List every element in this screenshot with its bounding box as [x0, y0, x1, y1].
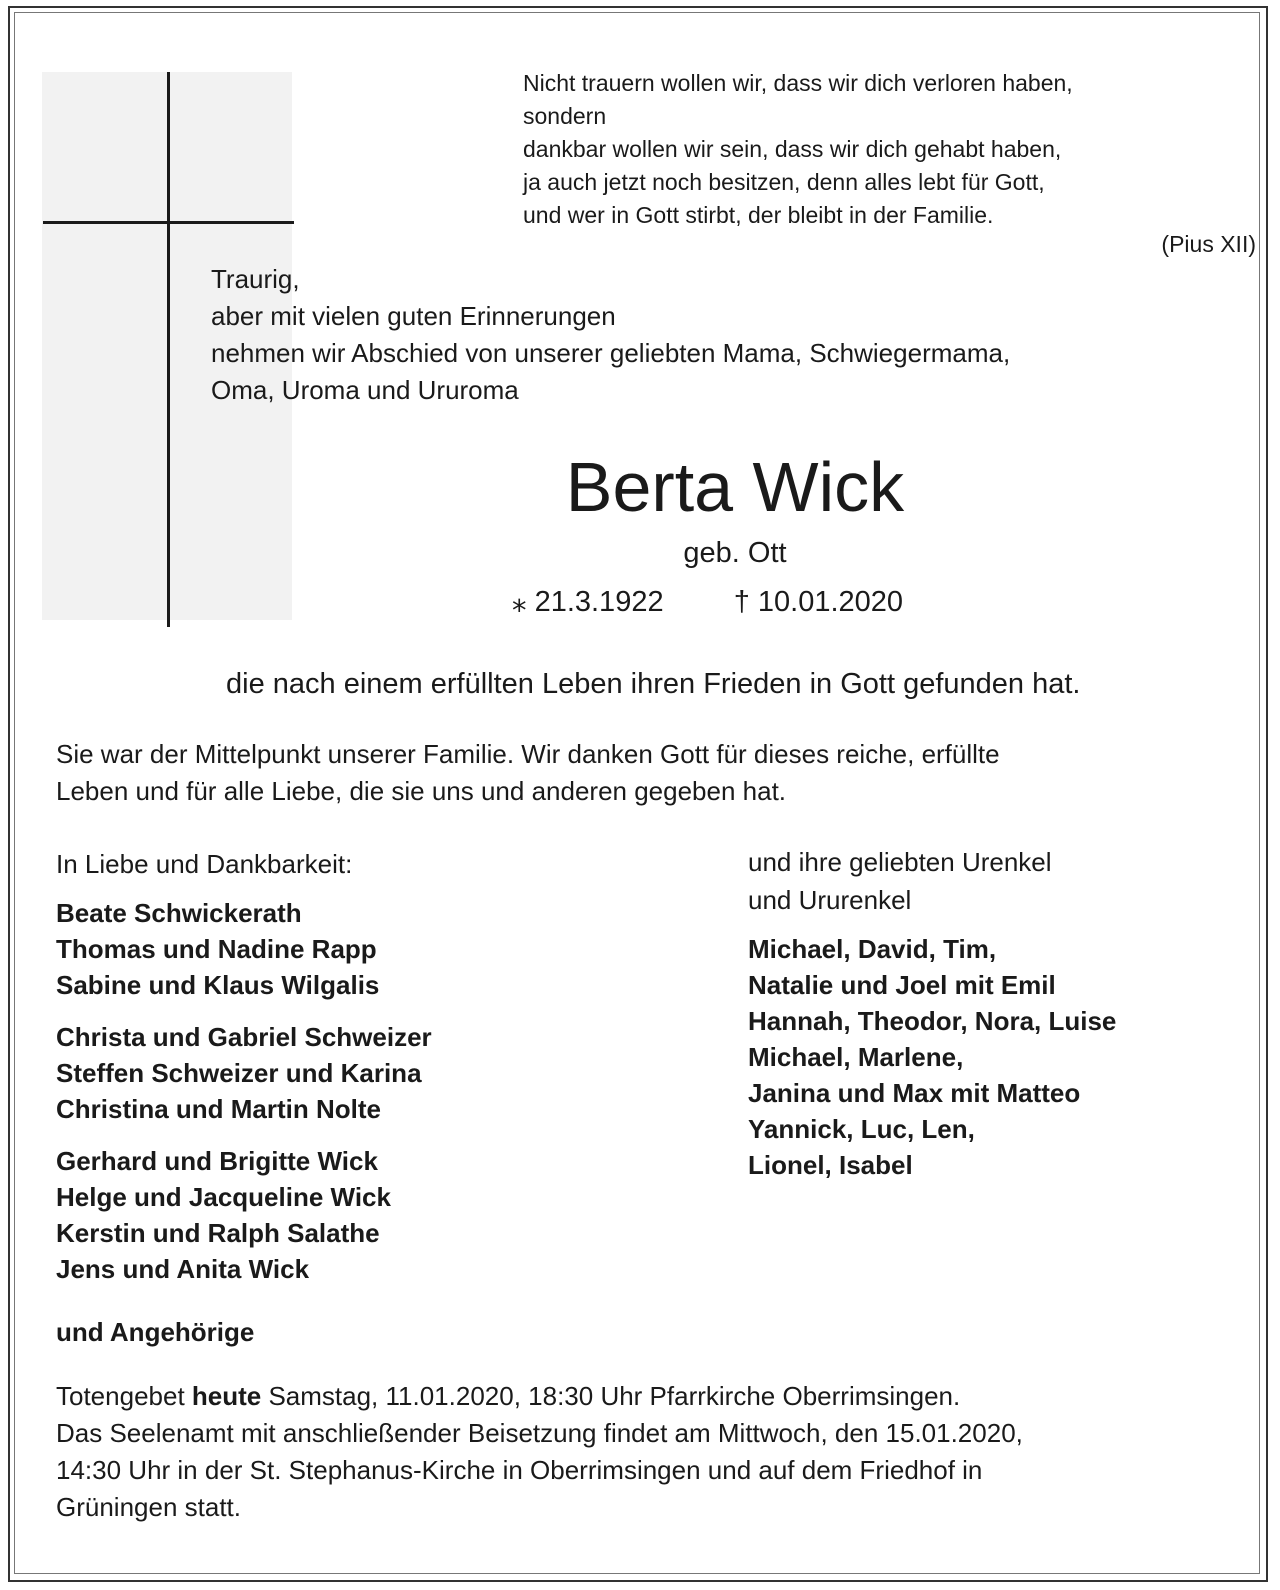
mourner-name: Jens und Anita Wick — [56, 1254, 310, 1284]
mourners-heading: In Liebe und Dankbarkeit: — [56, 849, 353, 879]
deceased-name: Berta Wick — [565, 448, 905, 526]
asterisk-icon: ⁎ — [512, 586, 527, 618]
mourner-name: Michael, Marlene, — [748, 1042, 964, 1072]
death-date: 10.01.2020 — [757, 586, 904, 618]
quote-line: ja auch jetzt noch besitzen, denn alles lebt für Gott, — [523, 169, 1045, 195]
service-details — [56, 1378, 1023, 1526]
intro-line: nehmen wir Abschied von unserer geliebten Mama, Schwiegermama, — [211, 338, 1011, 368]
birth-name: geb. Ott — [683, 537, 787, 569]
life-dates — [512, 584, 903, 619]
service-line — [56, 1378, 1023, 1415]
mourner-name: Natalie und Joel mit Emil — [748, 970, 1056, 1000]
peace-line: die nach einem erfüllten Leben ihren Frieden in Gott gefunden hat. — [226, 668, 1081, 700]
tribute-text — [56, 736, 1000, 810]
service-line: Das Seelenamt mit anschließender Beisetzung findet am Mittwoch, den 15.01.2020, — [56, 1418, 1023, 1448]
quote-source: (Pius XII) — [1161, 231, 1256, 257]
mourner-name: Christina und Martin Nolte — [56, 1094, 381, 1124]
mourner-name: Gerhard und Brigitte Wick — [56, 1146, 378, 1176]
quote-line: dankbar wollen wir sein, dass wir dich gehabt haben, — [523, 136, 1062, 162]
mourners-right-column — [748, 843, 1116, 1199]
quote-line: sondern — [523, 103, 607, 129]
relatives-line: und Angehörige — [56, 1317, 255, 1347]
great-grandchildren-heading — [748, 843, 1116, 919]
mourner-name: Christa und Gabriel Schweizer — [56, 1022, 432, 1052]
great-grandchildren-names — [748, 931, 1116, 1183]
mourner-group — [56, 1019, 432, 1127]
mourner-name: Yannick, Luc, Len, — [748, 1114, 975, 1144]
intro-line: Traurig, — [211, 264, 300, 294]
dagger-icon: † — [733, 586, 750, 618]
service-prefix: Totengebet — [56, 1381, 192, 1411]
mourner-name: Hannah, Theodor, Nora, Luise — [748, 1006, 1117, 1036]
service-line: 14:30 Uhr in der St. Stephanus-Kirche in Oberrimsingen und auf dem Friedhof in — [56, 1455, 983, 1485]
service-suffix: Samstag, 11.01.2020, 18:30 Uhr Pfarrkirche Oberrimsingen. — [261, 1381, 961, 1411]
quote-line: Nicht trauern wollen wir, dass wir dich verloren haben, — [523, 70, 1073, 96]
mourner-name: Beate Schwickerath — [56, 898, 302, 928]
service-line: Grüningen statt. — [56, 1492, 241, 1522]
mourner-group — [56, 895, 432, 1003]
mourner-name: Steffen Schweizer und Karina — [56, 1058, 422, 1088]
tribute-line: Sie war der Mittelpunkt unserer Familie. Wir danken Gott für dieses reiche, erfüllte — [56, 739, 1000, 769]
mourner-name: Kerstin und Ralph Salathe — [56, 1218, 380, 1248]
heading-line: und Ururenkel — [748, 885, 912, 915]
cross-vertical-bar — [167, 72, 170, 627]
mourner-name: Janina und Max mit Matteo — [748, 1078, 1081, 1108]
mourners-left-column — [56, 845, 432, 1303]
mourner-name: Sabine und Klaus Wilgalis — [56, 970, 380, 1000]
service-emphasis: heute — [191, 1381, 262, 1411]
mourner-name: Michael, David, Tim, — [748, 934, 997, 964]
mourner-name: Thomas und Nadine Rapp — [56, 934, 377, 964]
quote-line: und wer in Gott stirbt, der bleibt in der Familie. — [523, 202, 994, 228]
cross-horizontal-bar — [43, 221, 294, 224]
intro-line: Oma, Uroma und Ururoma — [211, 375, 519, 405]
intro-line: aber mit vielen guten Erinnerungen — [211, 301, 616, 331]
birth-date: 21.3.1922 — [534, 586, 664, 618]
tribute-line: Leben und für alle Liebe, die sie uns und anderen gegeben hat. — [56, 776, 787, 806]
mourner-name: Lionel, Isabel — [748, 1150, 913, 1180]
mourner-group — [56, 1143, 432, 1287]
heading-line: und ihre geliebten Urenkel — [748, 847, 1052, 877]
intro-text — [211, 261, 1010, 409]
memorial-quote — [523, 67, 1213, 232]
mourner-name: Helge und Jacqueline Wick — [56, 1182, 391, 1212]
